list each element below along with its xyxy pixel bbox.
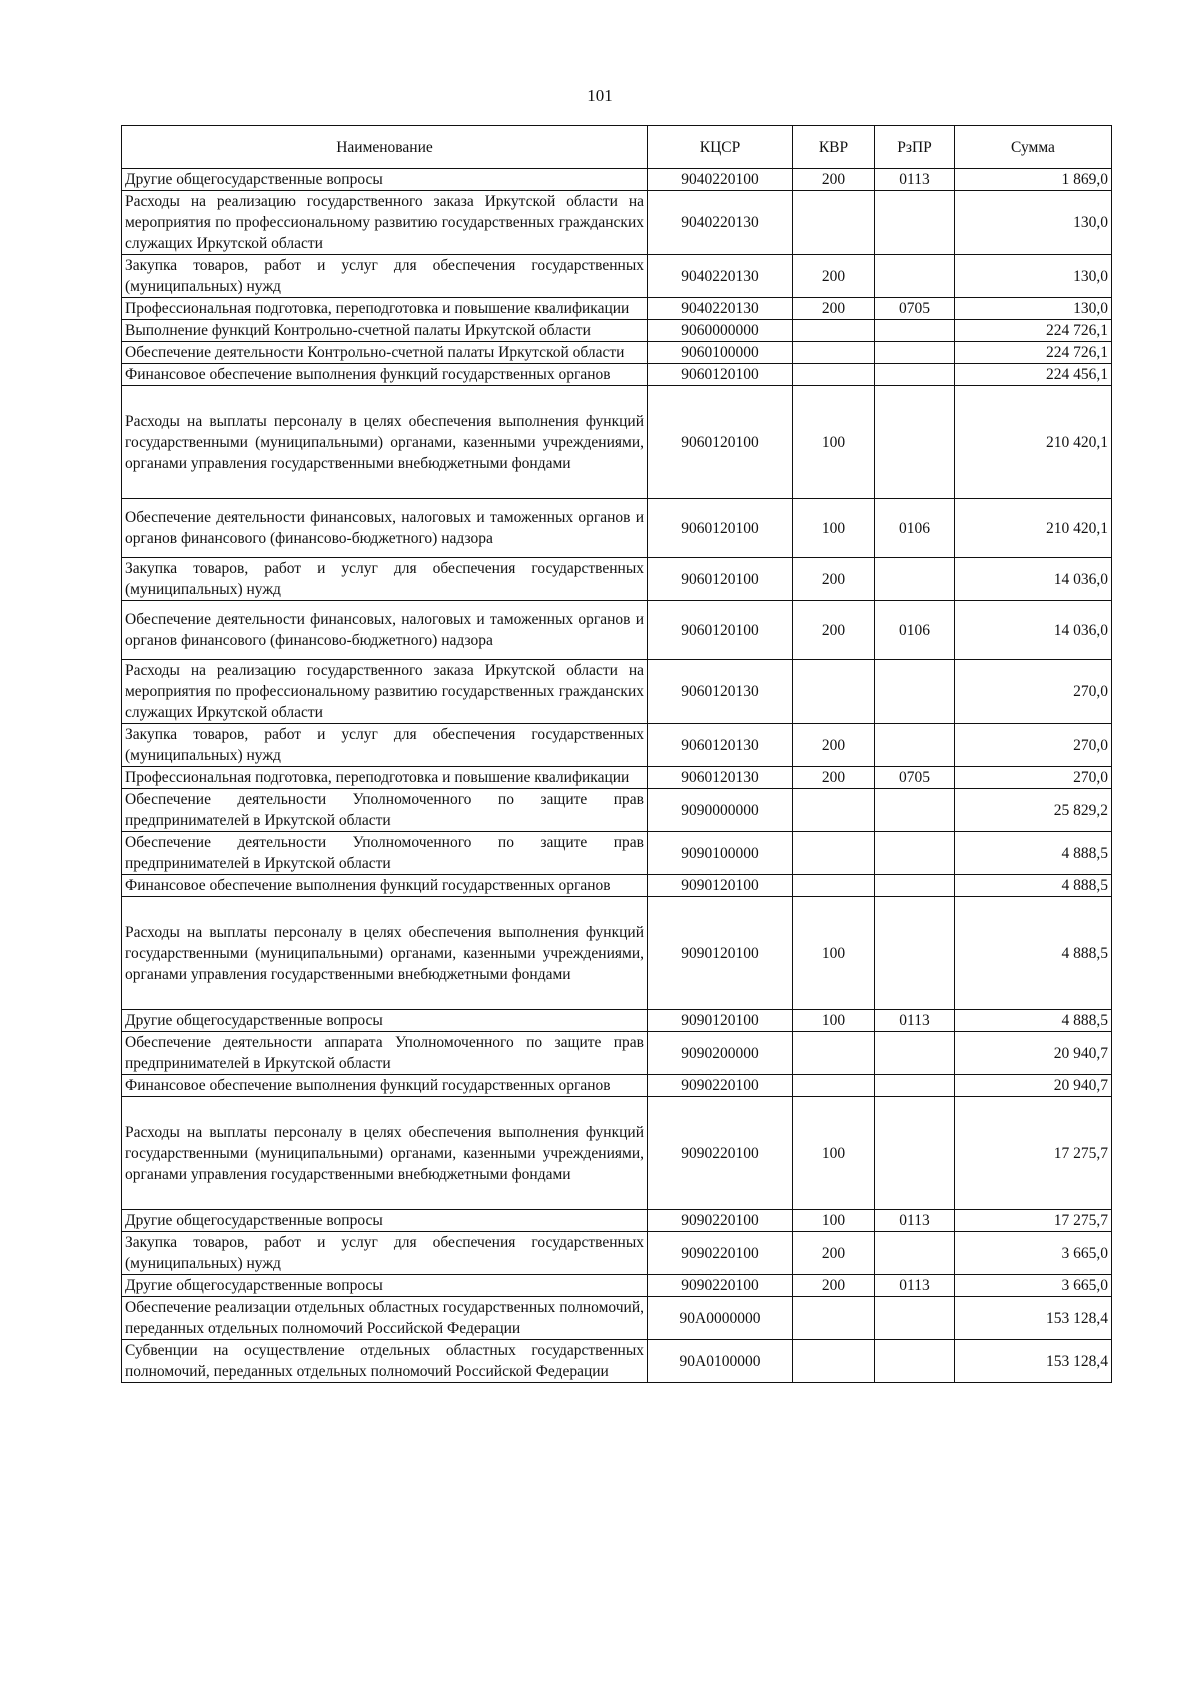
cell-kcsr: 9090220100 xyxy=(648,1075,793,1097)
cell-kcsr: 9090100000 xyxy=(648,832,793,875)
cell-sum: 153 128,4 xyxy=(955,1297,1112,1340)
table-row xyxy=(122,342,1112,364)
cell-kcsr: 9060120130 xyxy=(648,660,793,724)
cell-kcsr: 9040220130 xyxy=(648,298,793,320)
cell-sum: 130,0 xyxy=(955,255,1112,298)
cell-sum: 210 420,1 xyxy=(955,386,1112,499)
cell-kcsr: 9060120100 xyxy=(648,386,793,499)
cell-name: Закупка товаров, работ и услуг для обеспечения государственных (муниципальных) нужд xyxy=(122,1232,648,1275)
table-row xyxy=(122,320,1112,342)
cell-name: Субвенции на осуществление отдельных областных государственных полномочий, переданных отдельных полномочий Российской Федерации xyxy=(122,1340,648,1383)
cell-rzpr xyxy=(875,897,955,1010)
cell-kvr xyxy=(793,1297,875,1340)
cell-name: Расходы на выплаты персоналу в целях обеспечения выполнения функций государственными (муниципальными) органами, казенными учреждениями, органами управления государственными внебюджетными фондами xyxy=(122,897,648,1010)
cell-kvr xyxy=(793,1075,875,1097)
table-row xyxy=(122,1340,1112,1383)
cell-kvr: 100 xyxy=(793,386,875,499)
cell-rzpr xyxy=(875,1232,955,1275)
cell-sum: 25 829,2 xyxy=(955,789,1112,832)
cell-sum: 224 726,1 xyxy=(955,342,1112,364)
table-row xyxy=(122,386,1112,499)
table-header-row xyxy=(122,126,1112,169)
table-row xyxy=(122,499,1112,558)
cell-rzpr xyxy=(875,1097,955,1210)
cell-sum: 270,0 xyxy=(955,660,1112,724)
cell-rzpr: 0113 xyxy=(875,1010,955,1032)
cell-name: Финансовое обеспечение выполнения функций государственных органов xyxy=(122,364,648,386)
cell-kcsr: 90А0100000 xyxy=(648,1340,793,1383)
cell-name: Выполнение функций Контрольно-счетной палаты Иркутской области xyxy=(122,320,648,342)
table-row xyxy=(122,897,1112,1010)
table-row xyxy=(122,364,1112,386)
table-row xyxy=(122,724,1112,767)
cell-kcsr: 9090220100 xyxy=(648,1097,793,1210)
cell-kvr xyxy=(793,660,875,724)
table-row xyxy=(122,1032,1112,1075)
cell-rzpr xyxy=(875,789,955,832)
cell-sum: 4 888,5 xyxy=(955,832,1112,875)
cell-sum: 3 665,0 xyxy=(955,1232,1112,1275)
cell-sum: 20 940,7 xyxy=(955,1075,1112,1097)
cell-rzpr: 0705 xyxy=(875,767,955,789)
cell-sum: 20 940,7 xyxy=(955,1032,1112,1075)
table-row xyxy=(122,875,1112,897)
cell-sum: 270,0 xyxy=(955,724,1112,767)
cell-name: Расходы на реализацию государственного заказа Иркутской области на мероприятия по профессиональному развитию государственных гражданских служащих Иркутской области xyxy=(122,660,648,724)
cell-sum: 130,0 xyxy=(955,191,1112,255)
table-row xyxy=(122,789,1112,832)
header-kcsr: КЦСР xyxy=(648,126,793,169)
cell-name: Обеспечение деятельности финансовых, налоговых и таможенных органов и органов финансового (финансово-бюджетного) надзора xyxy=(122,601,648,660)
cell-name: Обеспечение деятельности Контрольно-счетной палаты Иркутской области xyxy=(122,342,648,364)
cell-name: Расходы на выплаты персоналу в целях обеспечения выполнения функций государственными (муниципальными) органами, казенными учреждениями, органами управления государственными внебюджетными фондами xyxy=(122,386,648,499)
cell-rzpr: 0106 xyxy=(875,499,955,558)
cell-sum: 4 888,5 xyxy=(955,1010,1112,1032)
cell-name: Обеспечение деятельности Уполномоченного по защите прав предпринимателей в Иркутской области xyxy=(122,832,648,875)
cell-kcsr: 9090220100 xyxy=(648,1275,793,1297)
cell-kvr xyxy=(793,832,875,875)
cell-kcsr: 9060120100 xyxy=(648,499,793,558)
header-name: Наименование xyxy=(122,126,648,169)
cell-kcsr: 90А0000000 xyxy=(648,1297,793,1340)
table-row xyxy=(122,1275,1112,1297)
cell-kcsr: 9040220130 xyxy=(648,191,793,255)
cell-rzpr xyxy=(875,1340,955,1383)
cell-kcsr: 9090220100 xyxy=(648,1210,793,1232)
cell-kcsr: 9060120130 xyxy=(648,724,793,767)
cell-rzpr: 0113 xyxy=(875,169,955,191)
cell-rzpr xyxy=(875,320,955,342)
cell-rzpr xyxy=(875,386,955,499)
cell-rzpr: 0113 xyxy=(875,1210,955,1232)
cell-name: Закупка товаров, работ и услуг для обеспечения государственных (муниципальных) нужд xyxy=(122,255,648,298)
cell-rzpr xyxy=(875,832,955,875)
cell-rzpr xyxy=(875,1297,955,1340)
cell-kvr: 200 xyxy=(793,724,875,767)
cell-rzpr xyxy=(875,191,955,255)
table-row xyxy=(122,169,1112,191)
cell-kvr xyxy=(793,191,875,255)
table-row xyxy=(122,767,1112,789)
table-row xyxy=(122,1075,1112,1097)
cell-name: Обеспечение деятельности аппарата Уполномоченного по защите прав предпринимателей в Иркутской области xyxy=(122,1032,648,1075)
cell-sum: 14 036,0 xyxy=(955,558,1112,601)
cell-name: Обеспечение деятельности Уполномоченного по защите прав предпринимателей в Иркутской области xyxy=(122,789,648,832)
cell-name: Другие общегосударственные вопросы xyxy=(122,169,648,191)
cell-sum: 210 420,1 xyxy=(955,499,1112,558)
cell-sum: 1 869,0 xyxy=(955,169,1112,191)
cell-rzpr xyxy=(875,558,955,601)
cell-kvr xyxy=(793,1340,875,1383)
cell-kcsr: 9060120100 xyxy=(648,601,793,660)
cell-kvr: 100 xyxy=(793,1097,875,1210)
cell-kvr: 100 xyxy=(793,1010,875,1032)
cell-kvr: 200 xyxy=(793,1275,875,1297)
header-sum: Сумма xyxy=(955,126,1112,169)
cell-kcsr: 9060120100 xyxy=(648,364,793,386)
cell-rzpr xyxy=(875,660,955,724)
cell-sum: 224 726,1 xyxy=(955,320,1112,342)
table-row xyxy=(122,1097,1112,1210)
cell-kvr: 200 xyxy=(793,767,875,789)
cell-kcsr: 9090000000 xyxy=(648,789,793,832)
table-row xyxy=(122,1210,1112,1232)
cell-name: Другие общегосударственные вопросы xyxy=(122,1010,648,1032)
budget-table xyxy=(121,125,1112,1383)
cell-name: Другие общегосударственные вопросы xyxy=(122,1210,648,1232)
cell-rzpr xyxy=(875,342,955,364)
cell-sum: 224 456,1 xyxy=(955,364,1112,386)
cell-kcsr: 9060100000 xyxy=(648,342,793,364)
cell-sum: 130,0 xyxy=(955,298,1112,320)
cell-sum: 17 275,7 xyxy=(955,1210,1112,1232)
cell-name: Обеспечение деятельности финансовых, налоговых и таможенных органов и органов финансового (финансово-бюджетного) надзора xyxy=(122,499,648,558)
table-row xyxy=(122,191,1112,255)
cell-kvr: 200 xyxy=(793,558,875,601)
cell-kvr xyxy=(793,342,875,364)
cell-name: Другие общегосударственные вопросы xyxy=(122,1275,648,1297)
cell-kcsr: 9040220100 xyxy=(648,169,793,191)
table-body xyxy=(122,169,1112,1383)
cell-rzpr xyxy=(875,1075,955,1097)
cell-kvr xyxy=(793,1032,875,1075)
cell-kcsr: 9040220130 xyxy=(648,255,793,298)
cell-kcsr: 9090120100 xyxy=(648,1010,793,1032)
table-row xyxy=(122,1297,1112,1340)
cell-rzpr: 0705 xyxy=(875,298,955,320)
cell-sum: 4 888,5 xyxy=(955,897,1112,1010)
cell-sum: 3 665,0 xyxy=(955,1275,1112,1297)
header-rzpr: РзПР xyxy=(875,126,955,169)
cell-name: Профессиональная подготовка, переподготовка и повышение квалификации xyxy=(122,298,648,320)
header-kvr: КВР xyxy=(793,126,875,169)
cell-kcsr: 9090220100 xyxy=(648,1232,793,1275)
cell-rzpr: 0113 xyxy=(875,1275,955,1297)
cell-name: Закупка товаров, работ и услуг для обеспечения государственных (муниципальных) нужд xyxy=(122,724,648,767)
cell-rzpr xyxy=(875,875,955,897)
table-row xyxy=(122,558,1112,601)
cell-kvr: 100 xyxy=(793,499,875,558)
cell-name: Обеспечение реализации отдельных областных государственных полномочий, переданных отдельных полномочий Российской Федерации xyxy=(122,1297,648,1340)
cell-rzpr xyxy=(875,364,955,386)
table-row xyxy=(122,660,1112,724)
cell-rzpr: 0106 xyxy=(875,601,955,660)
cell-kcsr: 9090120100 xyxy=(648,875,793,897)
cell-kvr: 200 xyxy=(793,1232,875,1275)
cell-kcsr: 9060000000 xyxy=(648,320,793,342)
table-row xyxy=(122,601,1112,660)
cell-kvr xyxy=(793,364,875,386)
cell-sum: 14 036,0 xyxy=(955,601,1112,660)
cell-name: Закупка товаров, работ и услуг для обеспечения государственных (муниципальных) нужд xyxy=(122,558,648,601)
cell-name: Расходы на реализацию государственного заказа Иркутской области на мероприятия по профессиональному развитию государственных гражданских служащих Иркутской области xyxy=(122,191,648,255)
cell-kvr: 200 xyxy=(793,255,875,298)
cell-kcsr: 9090120100 xyxy=(648,897,793,1010)
page-number: 101 xyxy=(587,86,613,105)
cell-name: Расходы на выплаты персоналу в целях обеспечения выполнения функций государственными (муниципальными) органами, казенными учреждениями, органами управления государственными внебюджетными фондами xyxy=(122,1097,648,1210)
cell-kvr xyxy=(793,320,875,342)
cell-kcsr: 9060120100 xyxy=(648,558,793,601)
cell-kvr: 100 xyxy=(793,897,875,1010)
cell-name: Профессиональная подготовка, переподготовка и повышение квалификации xyxy=(122,767,648,789)
cell-kcsr: 9060120130 xyxy=(648,767,793,789)
cell-rzpr xyxy=(875,255,955,298)
table-row xyxy=(122,298,1112,320)
table-row xyxy=(122,255,1112,298)
table-row xyxy=(122,832,1112,875)
cell-kvr xyxy=(793,875,875,897)
cell-kvr: 200 xyxy=(793,601,875,660)
cell-kvr xyxy=(793,789,875,832)
cell-kvr: 200 xyxy=(793,169,875,191)
cell-sum: 17 275,7 xyxy=(955,1097,1112,1210)
cell-sum: 270,0 xyxy=(955,767,1112,789)
cell-name: Финансовое обеспечение выполнения функций государственных органов xyxy=(122,1075,648,1097)
table-row xyxy=(122,1010,1112,1032)
cell-name: Финансовое обеспечение выполнения функций государственных органов xyxy=(122,875,648,897)
cell-sum: 153 128,4 xyxy=(955,1340,1112,1383)
cell-kvr: 100 xyxy=(793,1210,875,1232)
cell-kvr: 200 xyxy=(793,298,875,320)
table-row xyxy=(122,1232,1112,1275)
cell-sum: 4 888,5 xyxy=(955,875,1112,897)
cell-rzpr xyxy=(875,724,955,767)
cell-kcsr: 9090200000 xyxy=(648,1032,793,1075)
cell-rzpr xyxy=(875,1032,955,1075)
